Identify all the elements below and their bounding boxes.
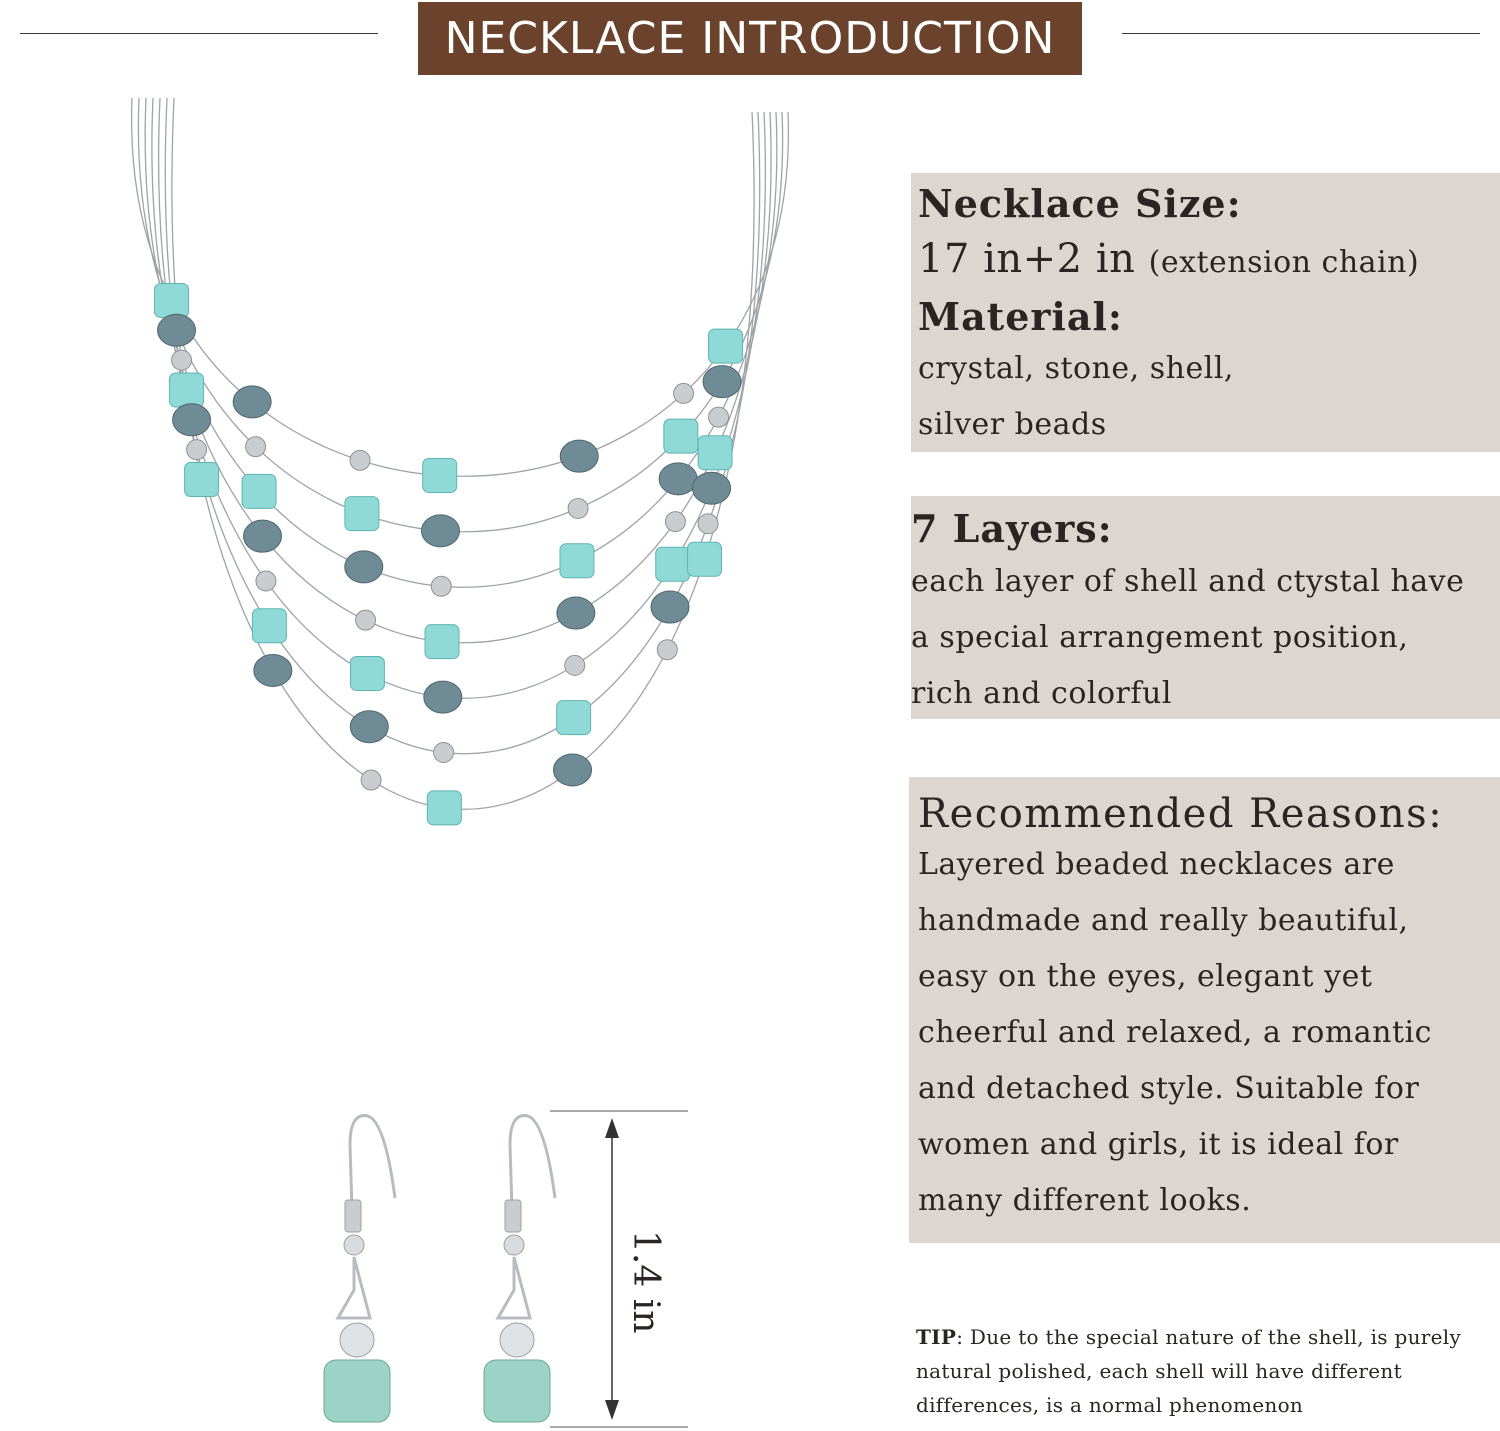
- reasons-line: cheerful and relaxed, a romantic: [918, 1015, 1432, 1050]
- layers-line: a special arrangement position,: [911, 620, 1409, 655]
- crystal-bead: [422, 515, 460, 547]
- shell-bead: [350, 656, 384, 690]
- shell-bead: [170, 373, 204, 407]
- earring-spring: [345, 1200, 361, 1232]
- shell-bead: [557, 701, 591, 735]
- earring-loop: [338, 1257, 370, 1318]
- crystal-bead: [244, 520, 282, 552]
- earring-silver-bead: [340, 1323, 374, 1357]
- page-title: NECKLACE INTRODUCTION: [444, 13, 1056, 64]
- earring-shell-stone: [324, 1360, 390, 1422]
- crystal-bead: [233, 386, 271, 418]
- header-rule-right: [1122, 33, 1480, 34]
- product-illustration: [0, 90, 900, 1431]
- silver-bead: [246, 437, 266, 457]
- earring-silver-bead: [344, 1235, 364, 1255]
- shell-bead: [656, 547, 690, 581]
- reasons-line: easy on the eyes, elegant yet: [918, 959, 1373, 994]
- silver-bead: [172, 350, 192, 370]
- tip-label: TIP: [916, 1325, 957, 1349]
- silver-bead: [657, 640, 677, 660]
- silver-bead: [674, 383, 694, 403]
- crystal-bead: [424, 681, 462, 713]
- silver-bead: [256, 571, 276, 591]
- crystal-bead: [350, 711, 388, 743]
- earring-hook: [350, 1116, 395, 1198]
- shell-bead: [155, 283, 189, 317]
- size-note: (extension chain): [1148, 245, 1420, 280]
- shell-bead: [185, 462, 219, 496]
- layers-heading: 7 Layers:: [911, 506, 1113, 551]
- crystal-bead: [554, 754, 592, 786]
- reasons-panel: [909, 777, 1500, 1243]
- reasons-line: and detached style. Suitable for: [918, 1071, 1420, 1106]
- size-value: [918, 236, 1419, 282]
- crystal-bead: [659, 463, 697, 495]
- crystal-bead: [651, 591, 689, 623]
- crystal-bead: [158, 314, 196, 346]
- earring-shell-stone: [484, 1360, 550, 1422]
- layers-line: rich and colorful: [911, 676, 1172, 711]
- earring-hook: [510, 1116, 555, 1198]
- silver-bead: [565, 655, 585, 675]
- silver-bead: [431, 576, 451, 596]
- tip-note: [916, 1320, 1476, 1422]
- silver-bead: [665, 512, 685, 532]
- header-rule-left: [20, 33, 378, 34]
- necklace-illustration: [132, 98, 789, 825]
- earring-spring: [505, 1200, 521, 1232]
- silver-bead: [350, 450, 370, 470]
- dimension-arrow-icon: [550, 1111, 688, 1427]
- size-main: 17 in+2 in: [918, 236, 1136, 282]
- earrings-illustration: [324, 1116, 555, 1422]
- material-heading: Material:: [918, 294, 1123, 339]
- shell-bead: [425, 625, 459, 659]
- reasons-line: many different looks.: [918, 1183, 1252, 1218]
- reasons-heading: Recommended Reasons:: [918, 791, 1444, 837]
- size-heading: Necklace Size:: [918, 181, 1242, 226]
- crystal-bead: [560, 440, 598, 472]
- shell-bead: [345, 497, 379, 531]
- title-banner: [418, 2, 1082, 75]
- size-material-panel: [911, 173, 1500, 452]
- silver-bead: [356, 610, 376, 630]
- reasons-line: women and girls, it is ideal for: [918, 1127, 1399, 1162]
- layers-line: each layer of shell and ctystal have: [911, 564, 1465, 599]
- silver-bead: [187, 440, 207, 460]
- silver-bead: [568, 498, 588, 518]
- silver-bead: [709, 407, 729, 427]
- earring-silver-bead: [504, 1235, 524, 1255]
- silver-bead: [361, 770, 381, 790]
- shell-bead: [252, 609, 286, 643]
- silver-bead: [434, 743, 454, 763]
- earring-silver-bead: [500, 1323, 534, 1357]
- shell-bead: [242, 474, 276, 508]
- reasons-line: handmade and really beautiful,: [918, 903, 1409, 938]
- material-line: silver beads: [918, 407, 1107, 442]
- shell-bead: [423, 458, 457, 492]
- earring-loop: [498, 1257, 530, 1318]
- tip-text: : Due to the special nature of the shell, is purely natural polished, each shell will have different differences, is a normal phenomenon: [916, 1325, 1462, 1417]
- material-line: crystal, stone, shell,: [918, 351, 1234, 386]
- earring-length-label: 1.4 in: [625, 1230, 666, 1334]
- crystal-bead: [693, 472, 731, 504]
- silver-bead: [698, 514, 718, 534]
- shell-bead: [709, 329, 743, 363]
- crystal-bead: [254, 654, 292, 686]
- layers-panel: [911, 496, 1500, 719]
- crystal-bead: [557, 597, 595, 629]
- shell-bead: [560, 544, 594, 578]
- reasons-line: Layered beaded necklaces are: [918, 847, 1395, 882]
- shell-bead: [664, 419, 698, 453]
- shell-bead: [427, 791, 461, 825]
- crystal-bead: [345, 551, 383, 583]
- crystal-bead: [703, 366, 741, 398]
- crystal-bead: [173, 404, 211, 436]
- shell-bead: [688, 542, 722, 576]
- shell-bead: [698, 436, 732, 470]
